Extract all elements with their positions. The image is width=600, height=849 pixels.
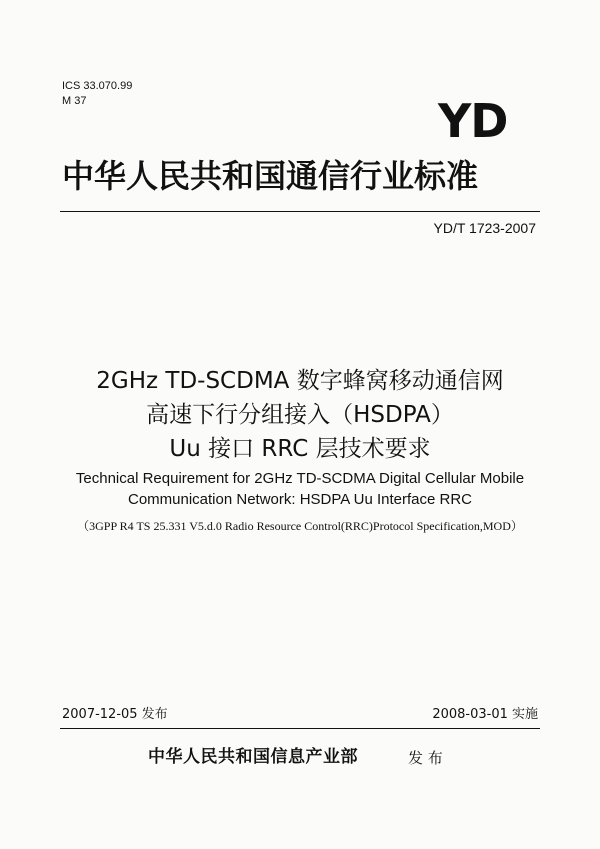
english-title-line: Technical Requirement for 2GHz TD-SCDMA Digital Cellular Mobile [75, 470, 525, 487]
english-title-line: Communication Network: HSDPA Uu Interface RRC [127, 491, 472, 508]
yd-logo: YD [438, 94, 508, 148]
footer-rule [60, 728, 540, 729]
english-title [0, 468, 600, 510]
chinese-title-line: 高速下行分组接入（HSDPA） [146, 402, 454, 428]
chinese-title-line: Uu 接口 RRC 层技术要求 [169, 436, 431, 462]
standard-title: 中华人民共和国通信行业标准 [62, 157, 479, 195]
spec-reference: （3GPP R4 TS 25.331 V5.d.0 Radio Resource Control(RRC)Protocol Specification,MOD） [77, 519, 523, 533]
publisher-suffix: 发 布 [408, 749, 443, 767]
standard-number: YD/T 1723-2007 [433, 220, 536, 236]
category-code: M 37 [62, 95, 87, 107]
implementation-date: 2008-03-01 实施 [432, 707, 538, 722]
classification-codes [62, 79, 132, 109]
chinese-title [0, 364, 600, 466]
chinese-title-line: 2GHz TD-SCDMA 数字蜂窝移动通信网 [96, 368, 504, 394]
publisher: 中华人民共和国信息产业部 [148, 747, 358, 767]
ics-code: ICS 33.070.99 [62, 80, 133, 92]
header-rule [60, 211, 540, 212]
issue-date: 2007-12-05 发布 [62, 707, 168, 722]
